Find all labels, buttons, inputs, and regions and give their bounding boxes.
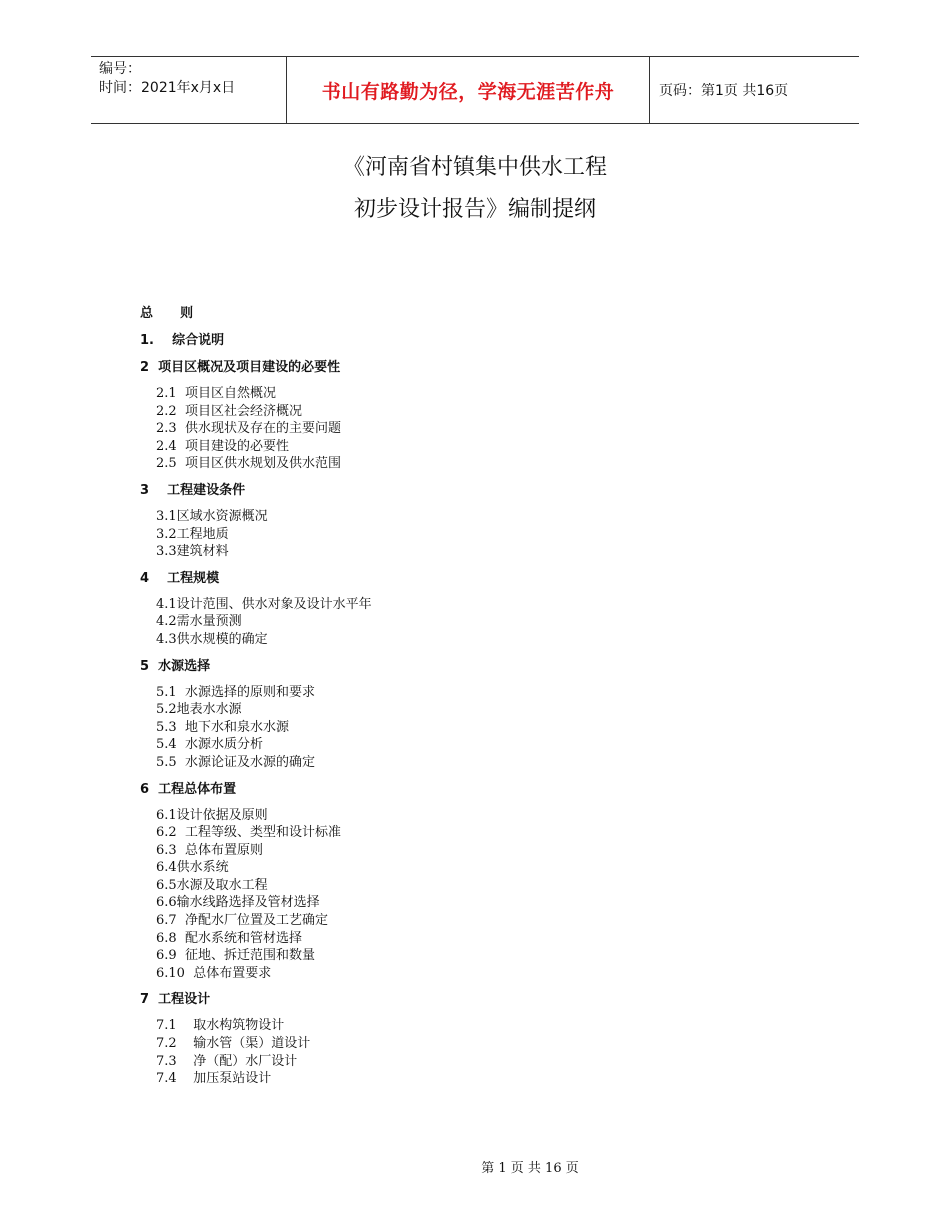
section-heading: 2 项目区概况及项目建设的必要性 <box>140 360 341 375</box>
page-header <box>91 56 859 124</box>
section-item: 5.3 地下水和泉水水源 <box>156 719 289 735</box>
section-item: 2.1 项目区自然概况 <box>156 386 276 401</box>
page-footer: 第 1 页 共 16 页 <box>481 1161 579 1176</box>
section-item: 5.4 水源水质分析 <box>156 737 263 753</box>
section-heading: 4 工程规模 <box>140 570 220 586</box>
section-heading: 5 水源选择 <box>140 658 211 674</box>
section-item-list <box>156 508 840 561</box>
section-item: 5.2地表水水源 <box>156 702 242 718</box>
document-title-line1: 《河南省村镇集中供水工程 <box>342 155 607 180</box>
section-item: 6.2 工程等级、类型和设计标准 <box>156 825 341 841</box>
section-heading: 总 则 <box>140 306 194 321</box>
section-item: 7.1 取水构筑物设计 <box>156 1018 285 1034</box>
header-page-info: 页码：第1页 共16页 <box>659 83 789 99</box>
section-item-list <box>156 1017 840 1087</box>
section-item: 6.10 总体布置要求 <box>156 965 272 981</box>
section-item: 6.1设计依据及原则 <box>156 807 268 823</box>
outline-content <box>140 305 840 1088</box>
number-label: 编号： <box>99 61 141 77</box>
header-divider <box>649 57 650 123</box>
section-item-list <box>156 385 840 473</box>
section-item-list <box>156 807 840 983</box>
section-heading: 6 工程总体布置 <box>140 781 237 797</box>
section-item: 6.3 总体布置原则 <box>156 842 263 858</box>
header-motto: 书山有路勤为径，学海无涯苦作舟 <box>321 80 615 103</box>
section-item: 4.2需水量预测 <box>156 614 242 630</box>
section-heading: 1. 综合说明 <box>140 333 225 348</box>
section-heading: 3 工程建设条件 <box>140 482 246 498</box>
section-item: 6.7 净配水厂位置及工艺确定 <box>156 913 328 929</box>
section-item: 6.9 征地、拆迁范围和数量 <box>156 948 315 964</box>
section-item: 5.1 水源选择的原则和要求 <box>156 684 315 700</box>
section-item: 6.6输水线路选择及管材选择 <box>156 895 320 911</box>
section-item: 4.1设计范围、供水对象及设计水平年 <box>156 596 372 612</box>
section-item: 7.2 输水管（渠）道设计 <box>156 1036 311 1052</box>
document-title-line2: 初步设计报告》编制提纲 <box>353 197 596 222</box>
section-item: 2.3 供水现状及存在的主要问题 <box>156 421 341 437</box>
section-item: 3.3建筑材料 <box>156 544 229 560</box>
header-meta <box>99 60 235 98</box>
section-item: 5.5 水源论证及水源的确定 <box>156 754 315 770</box>
section-item: 6.5水源及取水工程 <box>156 877 268 893</box>
section-item-list <box>156 684 840 772</box>
section-item: 2.2 项目区社会经济概况 <box>156 403 302 419</box>
section-item: 2.4 项目建设的必要性 <box>156 438 289 454</box>
section-heading: 7 工程设计 <box>140 992 211 1008</box>
section-item: 4.3供水规模的确定 <box>156 631 268 647</box>
section-item: 7.3 净（配）水厂设计 <box>156 1053 298 1069</box>
section-item: 7.4 加压泵站设计 <box>156 1071 272 1087</box>
section-item: 2.5 项目区供水规划及供水范围 <box>156 456 341 472</box>
section-item: 6.8 配水系统和管材选择 <box>156 930 302 946</box>
section-item-list <box>156 596 840 649</box>
section-item: 3.1区域水资源概况 <box>156 508 268 524</box>
section-item: 6.4供水系统 <box>156 860 229 876</box>
time-label: 时间：2021年x月x日 <box>99 80 236 96</box>
section-item: 3.2工程地质 <box>156 526 229 542</box>
